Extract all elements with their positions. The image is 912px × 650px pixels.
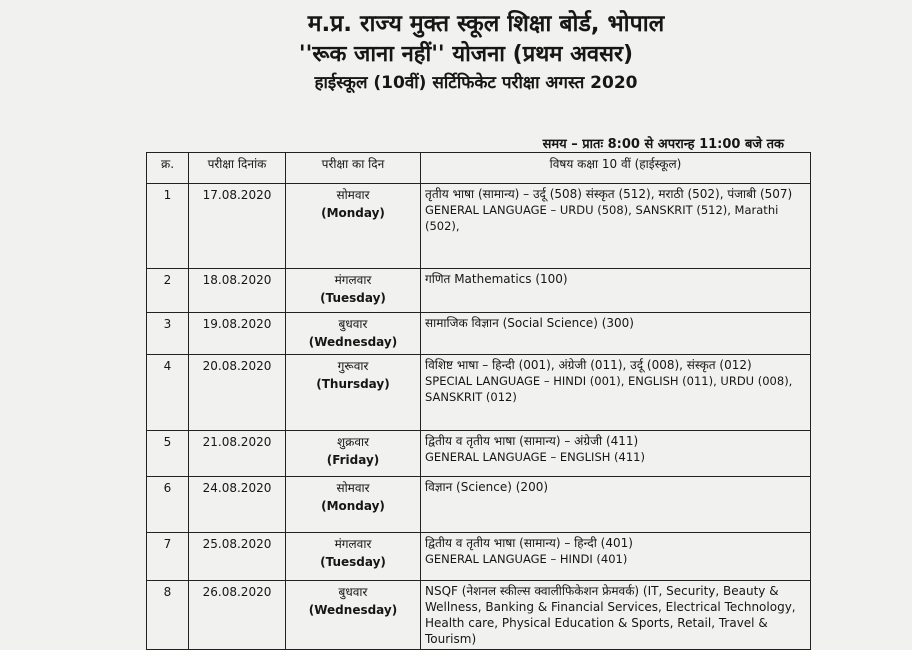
serial-number: 1 — [147, 184, 189, 269]
exam-day — [286, 477, 421, 533]
day-english: (Monday) — [321, 206, 385, 220]
serial-number: 7 — [147, 533, 189, 581]
exam-subject — [421, 355, 811, 431]
header-day: परीक्षा का दिन — [286, 153, 421, 184]
table-header-row — [147, 153, 811, 184]
scheme-title: ''रूक जाना नहीं'' योजना (प्रथम अवसर) — [298, 42, 634, 67]
day-english: (Friday) — [326, 453, 380, 467]
exam-schedule-table — [146, 152, 811, 650]
subject-hindi: विज्ञान (Science) (200) — [425, 480, 549, 494]
day-hindi: सोमवार — [336, 481, 370, 495]
table-row — [147, 184, 811, 269]
exam-day — [286, 313, 421, 355]
day-english: (Monday) — [321, 499, 385, 513]
subject-hindi: सामाजिक विज्ञान (Social Science) (300) — [425, 316, 634, 330]
table-row — [147, 581, 811, 650]
table-row — [147, 533, 811, 581]
exam-day — [286, 269, 421, 313]
serial-number: 6 — [147, 477, 189, 533]
day-english: (Wednesday) — [308, 335, 398, 349]
day-hindi: गुरूवार — [337, 359, 369, 373]
serial-number: 5 — [147, 431, 189, 477]
exam-date: 19.08.2020 — [189, 313, 286, 355]
document-header — [0, 8, 912, 96]
subject-english: SPECIAL LANGUAGE – HINDI (001), ENGLISH (011), URDU (008), SANSKRIT (012) — [425, 374, 793, 404]
header-date: परीक्षा दिनांक — [189, 153, 286, 184]
subject-hindi: विशिष्ट भाषा – हिन्दी (001), अंग्रेजी (011), उर्दू (008), संस्कृत (012) — [425, 358, 752, 372]
subject-hindi: द्वितीय व तृतीय भाषा (सामान्य) – अंग्रेजी (411) — [425, 434, 639, 448]
exam-date: 26.08.2020 — [189, 581, 286, 650]
exam-timing: समय – प्रातः 8:00 से अपरान्ह 11:00 बजे तक — [542, 137, 784, 152]
subject-english: GENERAL LANGUAGE – HINDI (401) — [425, 552, 628, 566]
exam-subject — [421, 184, 811, 269]
day-hindi: मंगलवार — [334, 537, 372, 551]
day-english: (Thursday) — [316, 377, 390, 391]
subject-hindi: द्वितीय व तृतीय भाषा (सामान्य) – हिन्दी (401) — [425, 536, 633, 550]
subject-english: GENERAL LANGUAGE – ENGLISH (411) — [425, 450, 645, 464]
day-hindi: बुधवार — [338, 317, 368, 331]
table-row — [147, 355, 811, 431]
subject-english: GENERAL LANGUAGE – URDU (508), SANSKRIT (512), Marathi (502), — [425, 203, 779, 233]
exam-subject — [421, 269, 811, 313]
day-hindi: शुक्रवार — [336, 435, 370, 449]
serial-number: 4 — [147, 355, 189, 431]
exam-date: 21.08.2020 — [189, 431, 286, 477]
serial-number: 3 — [147, 313, 189, 355]
header-serial: क्र. — [147, 153, 189, 184]
exam-subject — [421, 477, 811, 533]
serial-number: 2 — [147, 269, 189, 313]
exam-day — [286, 533, 421, 581]
exam-day — [286, 355, 421, 431]
header-subject: विषय कक्षा 10 वीं (हाईस्कूल) — [421, 153, 811, 184]
serial-number: 8 — [147, 581, 189, 650]
day-hindi: मंगलवार — [334, 273, 372, 287]
day-english: (Wednesday) — [308, 603, 398, 617]
exam-date: 17.08.2020 — [189, 184, 286, 269]
exam-date: 25.08.2020 — [189, 533, 286, 581]
exam-day — [286, 431, 421, 477]
subject-hindi: गणित Mathematics (100) — [425, 272, 568, 286]
exam-day — [286, 581, 421, 650]
exam-date: 20.08.2020 — [189, 355, 286, 431]
day-hindi: सोमवार — [336, 188, 370, 202]
table-row — [147, 313, 811, 355]
exam-date: 18.08.2020 — [189, 269, 286, 313]
exam-day — [286, 184, 421, 269]
exam-title: हाईस्कूल (10वीं) सर्टिफिकेट परीक्षा अगस्त 2020 — [314, 73, 638, 93]
exam-subject — [421, 313, 811, 355]
exam-subject — [421, 533, 811, 581]
exam-subject — [421, 431, 811, 477]
day-english: (Tuesday) — [320, 555, 386, 569]
day-english: (Tuesday) — [320, 291, 386, 305]
exam-date: 24.08.2020 — [189, 477, 286, 533]
day-hindi: बुधवार — [338, 585, 368, 599]
subject-hindi: NSQF (नेशनल स्कील्स क्वालीफिकेशन फ्रेमवर्क) (IT, Security, Beauty & Wellness, Banking & Financial Services, Electrical Technology, Health care, Physical Education & Sports, Retail, Travel & Tourism) — [425, 584, 796, 646]
table-row — [147, 477, 811, 533]
table-row — [147, 431, 811, 477]
subject-hindi: तृतीय भाषा (सामान्य) – उर्दू (508) संस्कृत (512), मराठी (502), पंजाबी (507) — [425, 187, 793, 201]
schedule-rows — [147, 184, 811, 650]
table-row — [147, 269, 811, 313]
board-title: म.प्र. राज्य मुक्त स्कूल शिक्षा बोर्ड, भोपाल — [307, 11, 665, 37]
exam-subject — [421, 581, 811, 650]
